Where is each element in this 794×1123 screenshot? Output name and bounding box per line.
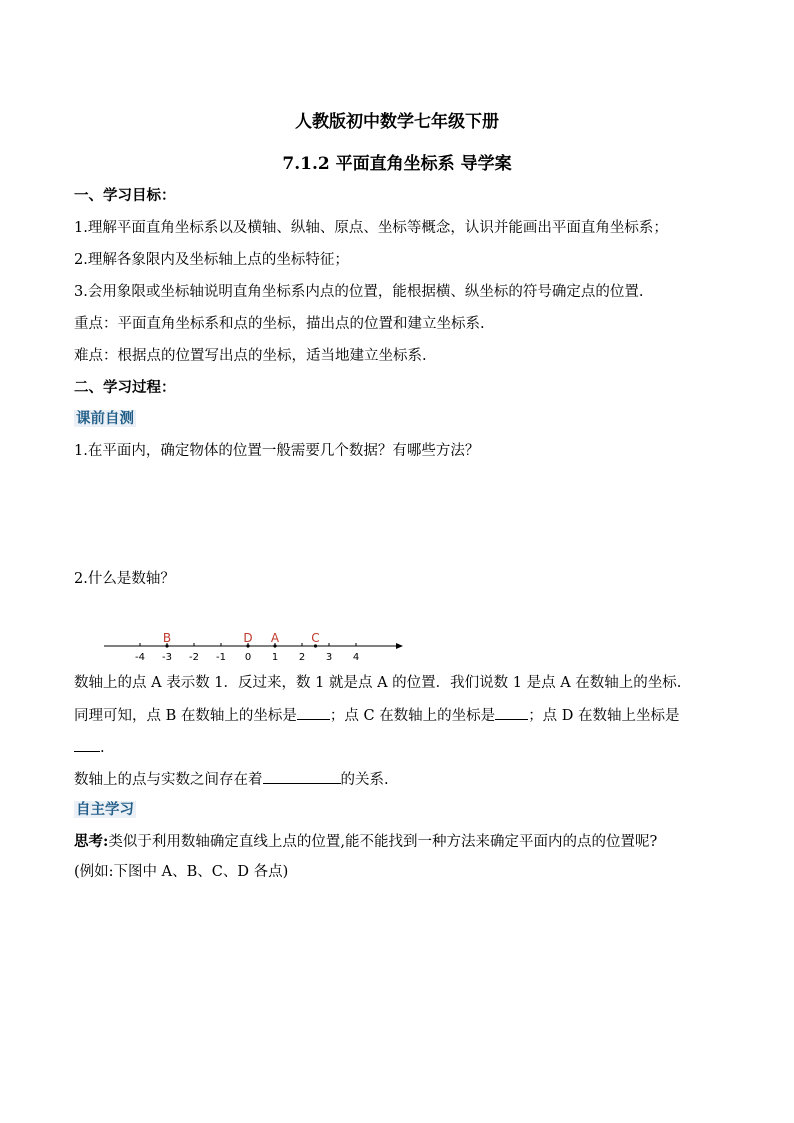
text4-part-a: 数轴上的点与实数之间存在着 xyxy=(74,772,263,788)
blank-c-coordinate[interactable] xyxy=(495,705,528,720)
number-line-text-1: 数轴上的点 A 表示数 1．反过来，数 1 就是点 A 的位置．我们说数 1 是点 A 在数轴上的坐标. xyxy=(74,675,682,691)
number-line xyxy=(100,626,410,668)
tick-label: -2 xyxy=(189,652,199,663)
tick-label: 4 xyxy=(352,652,360,663)
blank-relationship[interactable] xyxy=(263,769,341,784)
tick-label: -1 xyxy=(216,652,226,663)
think-paragraph xyxy=(74,832,657,852)
point-d-label: D xyxy=(243,631,253,645)
tick-label: 0 xyxy=(244,652,252,663)
point-a-label: A xyxy=(270,631,280,645)
text4-part-b: 的关系. xyxy=(340,772,389,788)
document-title: 人教版初中数学七年级下册 xyxy=(295,112,499,132)
goal-2: 2.理解各象限内及坐标轴上点的坐标特征； xyxy=(74,252,349,268)
blank-d-coordinate[interactable] xyxy=(74,737,100,752)
point-b-label: B xyxy=(162,631,172,645)
number-line-text-2 xyxy=(74,705,680,726)
tick-label: 1 xyxy=(271,652,279,663)
tick-label: 2 xyxy=(298,652,306,663)
text2-part-a: 同理可知，点 B 在数轴上的坐标是 xyxy=(74,708,297,724)
section1-heading: 一、学习目标： xyxy=(74,187,176,204)
text3-end: . xyxy=(100,740,105,756)
number-line-text-3 xyxy=(74,737,105,758)
document-subtitle: 7.1.2 平面直角坐标系 导学案 xyxy=(282,154,512,174)
tick-label: -3 xyxy=(162,652,172,663)
think-text: 类似于利用数轴确定直线上点的位置,能不能找到一种方法来确定平面内的点的位置呢? xyxy=(108,834,658,850)
section2-heading: 二、学习过程： xyxy=(74,379,176,396)
difficult-point: 难点：根据点的位置写出点的坐标，适当地建立坐标系. xyxy=(74,348,427,364)
tick-label: 3 xyxy=(325,652,333,663)
question-1: 1.在平面内，确定物体的位置一般需要几个数据？有哪些方法？ xyxy=(74,443,480,459)
blank-b-coordinate[interactable] xyxy=(297,705,330,720)
point-c-label: C xyxy=(311,631,320,645)
tick-label: -4 xyxy=(135,652,145,663)
number-line-arrow xyxy=(396,643,403,649)
self-study-label: 自主学习 xyxy=(76,801,134,818)
goal-3: 3.会用象限或坐标轴说明直角坐标系内点的位置，能根据横、纵坐标的符号确定点的位置. xyxy=(74,284,644,300)
goal-1: 1.理解平面直角坐标系以及横轴、纵轴、原点、坐标等概念，认识并能画出平面直角坐标系； xyxy=(74,220,668,236)
key-point: 重点：平面直角坐标系和点的坐标，描出点的位置和建立坐标系. xyxy=(74,316,485,332)
text2-part-c: ；点 D 在数轴上坐标是 xyxy=(528,708,680,724)
number-line-text-4 xyxy=(74,769,389,790)
question-2: 2.什么是数轴？ xyxy=(74,571,175,587)
text2-part-b: ；点 C 在数轴上的坐标是 xyxy=(329,708,496,724)
think-label: 思考: xyxy=(74,833,109,850)
example-note: (例如:下图中 A、B、C、D 各点) xyxy=(74,864,289,880)
pretest-label: 课前自测 xyxy=(76,410,134,427)
